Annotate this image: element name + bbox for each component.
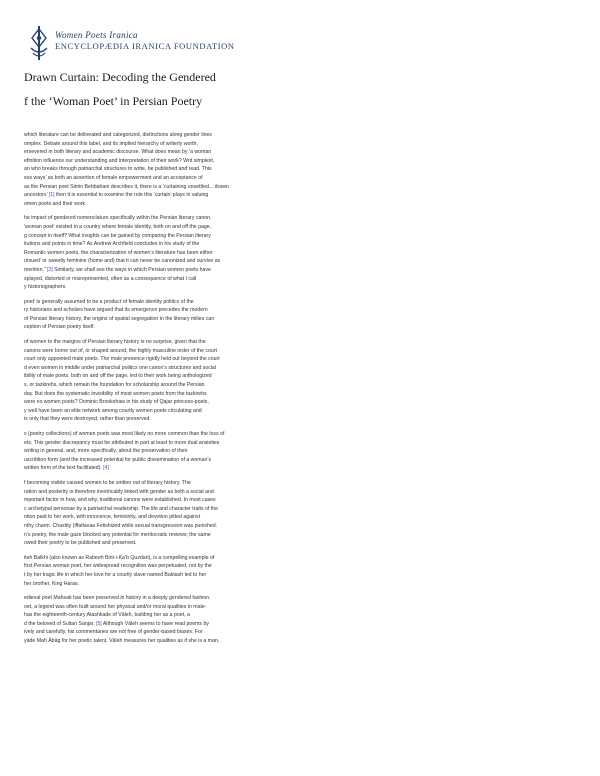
- paragraph: [24, 594, 584, 646]
- text-line: c archetypal personae by a patriarchal readership. The life and character traits of the: [24, 505, 218, 512]
- text-line: s, or tazkirehs, which remain the foundation for scholarship around the Persian: [24, 382, 205, 389]
- text-line: efinition influence our understanding and interpretation of their work? Writ simplest,: [24, 157, 215, 164]
- paragraph: [24, 554, 584, 588]
- text-line: ntion paid to her work, with innocence, femininity, and devotion pitted against: [24, 514, 201, 521]
- text-line: ration and posterity is therefore inextricably linked with gender as both a social and: [24, 488, 214, 495]
- text-line: her brother, King Haras.: [24, 580, 80, 587]
- text-line: Romantic women poets, the characterization of women’s literature has been either: [24, 249, 213, 256]
- text-line: iteh Balkhi (also known as Rabeeh Bint-i-Ka’b Quzdari), is a compelling example of: [24, 554, 215, 561]
- text-line: ursued’ or sweetly feminine (home and) that it can never be canonized and survive as: [24, 258, 221, 265]
- text-line: of women to the margins of Persian literary history is no surprise, given that the: [24, 339, 206, 346]
- text-line: writing in general, and, more specifically, about the preservation of their: [24, 448, 188, 455]
- paragraph: [24, 338, 584, 424]
- text-line: as the Persian poet Simin Behbahani describes it, there is a ‘curtaining unsettled... drawn: [24, 183, 229, 190]
- text-line: splayed, distorted or misrepresented, often as a consequence of what I call: [24, 275, 197, 282]
- brand-header: [55, 30, 295, 52]
- text-line: mportant factor in how, and why, traditional canons were established. In most cases: [24, 497, 216, 504]
- article-body: [24, 131, 584, 646]
- text-line: n’s poetry, the male gaze blocked any potential for meritocratic reviews; the same: [24, 531, 211, 538]
- text-line: s (poetry collections) of women poets was most likely no more common than the loss of: [24, 431, 225, 437]
- paragraph: [24, 479, 584, 548]
- brand-foundation: ENCYCLOPÆDIA IRANICA FOUNDATION: [55, 41, 235, 51]
- paragraph: [24, 214, 584, 291]
- paragraph: [24, 298, 584, 332]
- footnote-link[interactable]: [2]: [47, 266, 53, 273]
- text-line: court only appointed male poets. The male presence rigidly held out beyond the court: [24, 356, 220, 363]
- text-line: uscribtion form (and the increased potential for public dissemination of a woman’s: [24, 456, 212, 463]
- text-line: f becoming visible caused women to be written out of literary history. The: [24, 479, 191, 486]
- brand-name: Women Poets Iranica: [55, 30, 138, 40]
- text-line: yāde Mah Ābāg for her poetic talent, Vāleh measures her qualities as if she is a man,: [24, 638, 220, 645]
- text-line: ersevered in both literary and academic discourse. What does mean by ‘a woman: [24, 149, 212, 156]
- article-title-line-2: f the ‘Woman Poet’ in Persian Poetry: [24, 94, 203, 108]
- text-line: d the beloved of Sultan Sanjar. [5] Although Vāleh seems to have read poems by: [24, 620, 209, 627]
- text-line: owed their poetry to be published and preserved.: [24, 540, 137, 547]
- footnote-link[interactable]: [4]: [103, 465, 109, 472]
- text-line: canons were borne out of, or shaped around, the highly masculine order of the court: [24, 347, 217, 354]
- text-line: ry historians and scholars have argued that its emergence precedes the modern: [24, 307, 208, 314]
- text-line: edieval poet Mahsati has been preserved in history in a deeply gendered fashion.: [24, 595, 211, 602]
- text-line: ess ways’ as both an assertion of female empowerment and an acceptance of: [24, 174, 203, 181]
- text-line: ‘woman poet’ existed in a country where female identity, both on and off the page,: [24, 223, 212, 230]
- text-line: g concept in itself? What insights can be gained by comparing the Persian literary: [24, 232, 211, 239]
- text-line: were no women poets? Dominic Brookshaw in his study of Qajar princess-poets,: [24, 399, 209, 406]
- text-line: an who breaks through patriarchal structures to write, be published and read. This: [24, 166, 212, 173]
- text-line: mention.” [2] Similarly, we shall see the ways in which Persian women poets have: [24, 266, 211, 273]
- text-line: t by her tragic life in which her love for a courtly slave named Baktash led to her: [24, 571, 207, 578]
- text-line: itutions and points in time? As Andrew Archfield concludes in his study of the: [24, 241, 200, 248]
- text-line: ets. This gender discrepancy must be attributed in part at least to more dual anxieties: [24, 439, 220, 446]
- text-line: omplex. Debate around this label, and its implied hierarchy of writerly worth,: [24, 140, 198, 147]
- text-line: d even women in middle under patriarchal politics one canon’s structures and social: [24, 364, 216, 371]
- text-line: written form of the text facilitated). [4]: [24, 465, 109, 472]
- text-line: y historiographers.: [24, 284, 67, 291]
- text-line: day. But does the systematic invisibility of most women poets from the tazkirehs: [24, 390, 207, 397]
- text-line: ively and carefully, his commentaries are not free of gender-based biases. For: [24, 629, 203, 636]
- text-line: he impact of gendered nomenclature specifically within the Persian literary canon.: [24, 215, 212, 222]
- text-line: nthy charm. Chastity (iffatlavaa Fetishized while sexual transgression was punished.: [24, 522, 218, 529]
- text-line: of Persian literary history, the origins of spatial segregation in the literary milieu can: [24, 315, 215, 322]
- text-line: omen poets and their work.: [24, 200, 87, 207]
- text-line: has the eighteenth-century Atashkade of Vāleh, building her as a poet, a: [24, 612, 190, 619]
- text-line: y well have been an elite network among courtly women poets circulating and: [24, 407, 202, 414]
- text-line: is only that they were destroyed, rather than preserved.: [24, 416, 151, 423]
- article-title-line-1: Drawn Curtain: Decoding the Gendered: [24, 70, 216, 84]
- paragraph: [24, 430, 584, 473]
- text-line: ibility of male poets. both on and off the page, led to their work being anthologized: [24, 373, 212, 380]
- text-line: oet, a legend was often built around her physical and/or moral qualities in male-: [24, 603, 207, 610]
- footnote-link[interactable]: [5]: [96, 620, 102, 627]
- paragraph: [24, 131, 584, 208]
- text-line: first Persian woman poet, her widespread recognition was perpetuated, not by the: [24, 563, 212, 570]
- foundation-logo-icon: [28, 26, 50, 60]
- text-line: poet’ is generally assumed to be a product of female identity politics of the: [24, 298, 194, 305]
- text-line: ancestors’ [1] then it is essential to examine the role this ‘curtain’ plays in valuing: [24, 192, 209, 199]
- text-line: which literature can be delineated and categorized, distinctions along gender lines: [24, 132, 213, 138]
- footnote-link[interactable]: [1]: [48, 192, 55, 199]
- text-line: ception of Persian poetry itself.: [24, 324, 95, 331]
